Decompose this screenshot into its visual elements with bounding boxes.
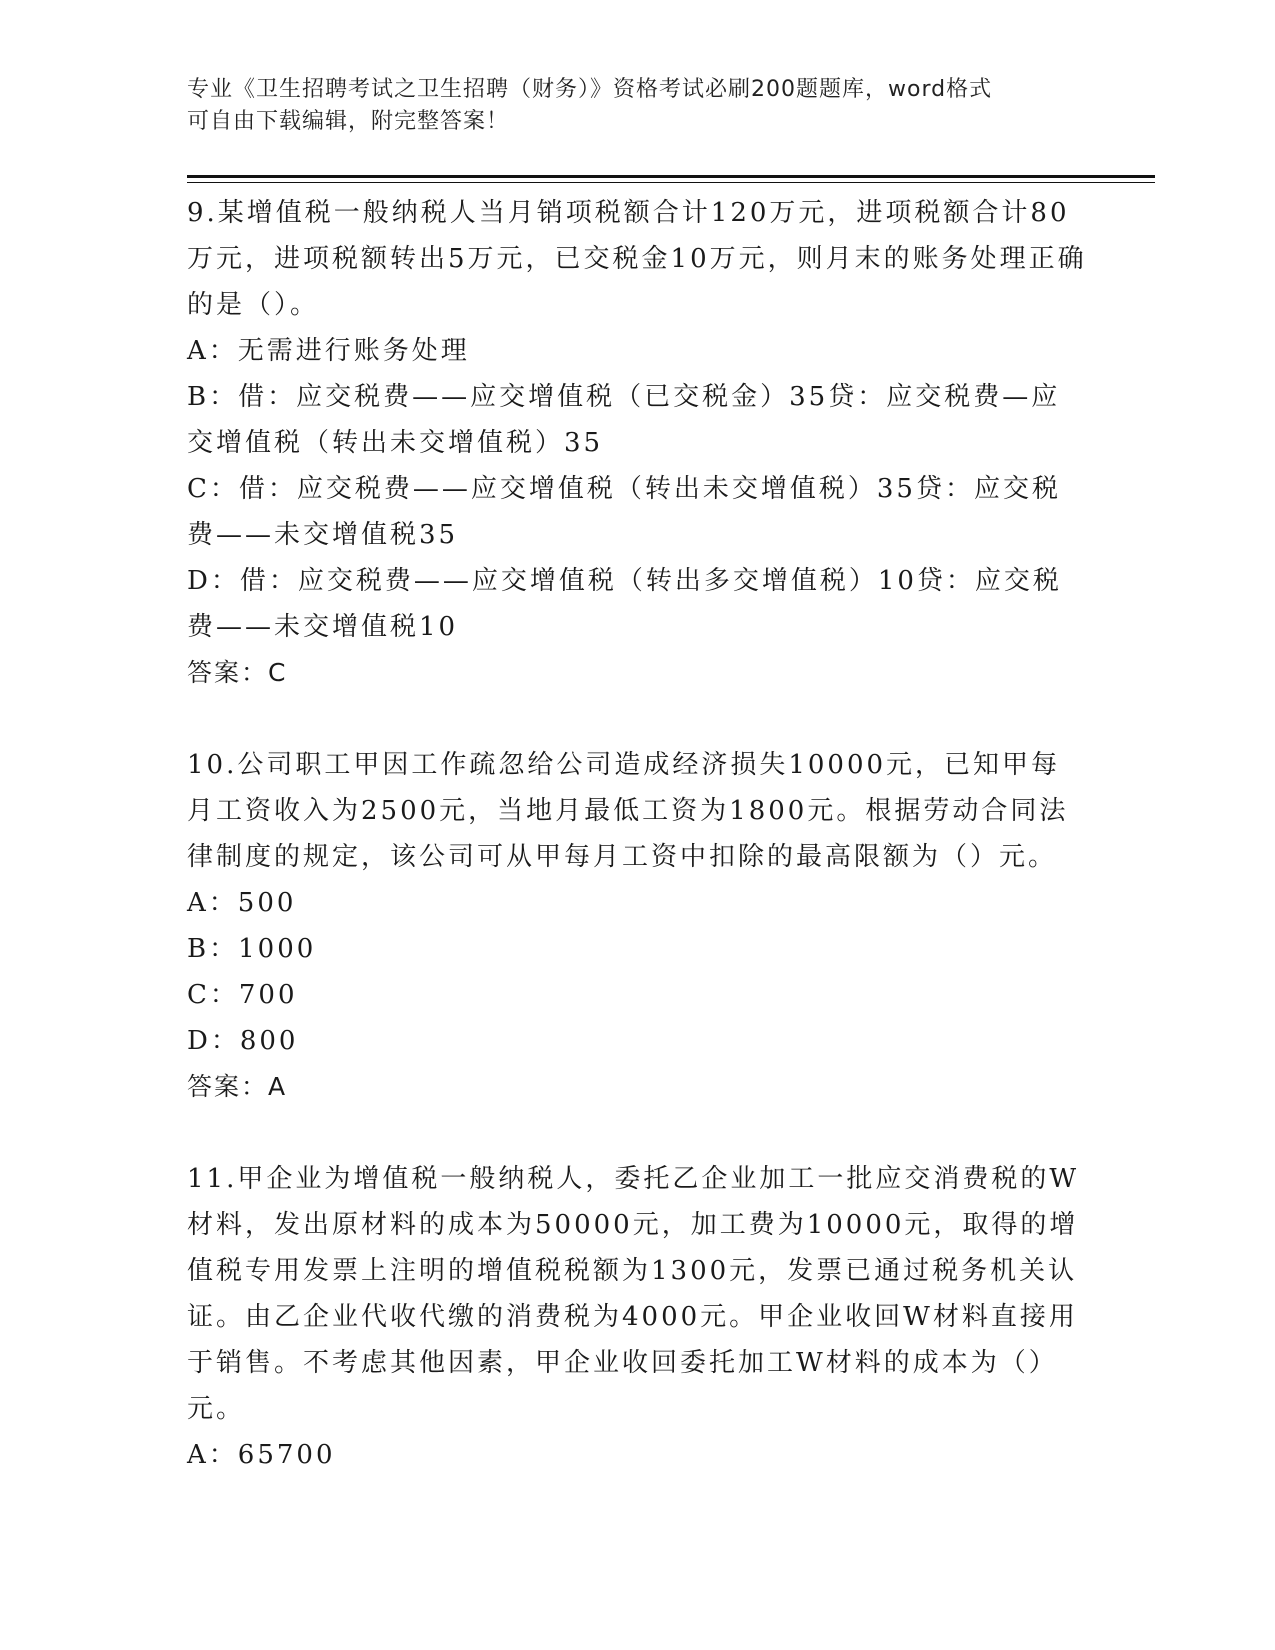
question-stem: 11.甲企业为增值税一般纳税人，委托乙企业加工一批应交消费税的W材料，发出原材料的成本为50000元，加工费为10000元，取得的增值税专用发票上注明的增值税税额为1300元，发票已通过税务机关认证。由乙企业代收代缴的消费税为4000元。甲企业收回W材料直接用于销售。不考虑其他因素，甲企业收回委托加工W材料的成本为（）元。: [187, 1164, 1080, 1424]
option-c: C：借：应交税费——应交增值税（转出未交增值税）35贷：应交税费——未交增值税35: [187, 474, 1061, 550]
question-stem: 10.公司职工甲因工作疏忽给公司造成经济损失10000元，已知甲每月工资收入为2500元，当地月最低工资为1800元。根据劳动合同法律制度的规定，该公司可从甲每月工资中扣除的最高限额为（）元。: [187, 750, 1069, 872]
header-rule-thick: [187, 175, 1155, 178]
question-stem: 9.某增值税一般纳税人当月销项税额合计120万元，进项税额合计80万元，进项税额转出5万元，已交税金10万元，则月末的账务处理正确的是（）。: [187, 198, 1087, 320]
option-b: B：借：应交税费——应交增值税（已交税金）35贷：应交税费—应交增值税（转出未交增值税）35: [187, 382, 1061, 458]
option-d: D：800: [187, 1026, 299, 1056]
question-9: [187, 190, 1087, 696]
answer-label: 答案：A: [187, 1072, 288, 1101]
option-d: D：借：应交税费——应交增值税（转出多交增值税）10贷：应交税费——未交增值税10: [187, 566, 1062, 642]
option-c: C：700: [187, 980, 298, 1010]
document-header: [187, 74, 1067, 138]
question-list: [187, 190, 1087, 1478]
question-10: [187, 742, 1087, 1110]
header-line-2: 可自由下载编辑，附完整答案！: [187, 109, 510, 134]
option-a: A：500: [187, 888, 297, 918]
answer-label: 答案：C: [187, 658, 288, 687]
header-line-1: 专业《卫生招聘考试之卫生招聘（财务）》资格考试必刷200题题库，word格式: [187, 77, 993, 102]
option-b: B：1000: [187, 934, 317, 964]
header-rule-thin: [187, 182, 1155, 183]
question-spacer: [187, 1110, 1087, 1156]
question-11: [187, 1156, 1087, 1478]
option-a: A：65700: [187, 1440, 336, 1470]
question-spacer: [187, 696, 1087, 742]
option-a: A：无需进行账务处理: [187, 336, 470, 366]
